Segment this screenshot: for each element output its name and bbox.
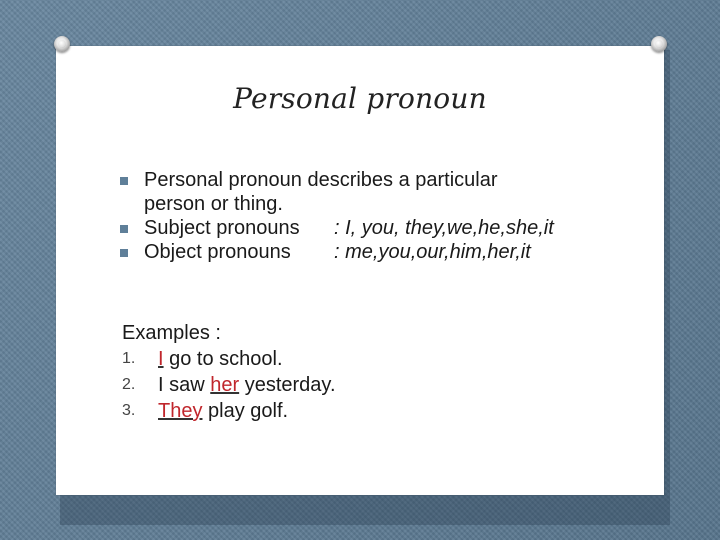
bullet-text: Personal pronoun describes a particular [144, 169, 498, 191]
bullet-label: Subject pronouns [144, 217, 300, 239]
example-text: go to school. [163, 348, 283, 370]
bullet-item [118, 168, 638, 216]
bullet-list [118, 168, 638, 264]
example-number: 2. [122, 376, 136, 393]
square-bullet-icon [120, 249, 128, 257]
example-item [122, 372, 622, 398]
slide-title: Personal pronoun [233, 82, 487, 115]
example-highlight: I [158, 348, 164, 370]
pushpin-icon [54, 36, 70, 52]
example-number: 1. [122, 350, 136, 367]
bullet-label: Object pronouns [144, 241, 291, 263]
example-highlight: They [158, 400, 203, 422]
example-item [122, 346, 622, 372]
examples-section [122, 320, 622, 424]
example-number: 3. [122, 402, 136, 419]
bullet-item [118, 216, 638, 240]
bullet-item [118, 240, 638, 264]
example-text: I saw [158, 374, 211, 396]
square-bullet-icon [120, 225, 128, 233]
example-text: play golf. [202, 400, 289, 422]
example-highlight: her [210, 374, 240, 396]
example-item [122, 398, 622, 424]
example-text: yesterday. [239, 374, 336, 396]
pushpin-icon [651, 36, 667, 52]
bullet-text-continuation: person or thing. [144, 193, 283, 215]
square-bullet-icon [120, 177, 128, 185]
bullet-value: : me,you,our,him,her,it [334, 241, 531, 263]
examples-heading: Examples : [122, 322, 221, 344]
bullet-value: : I, you, they,we,he,she,it [334, 217, 554, 239]
